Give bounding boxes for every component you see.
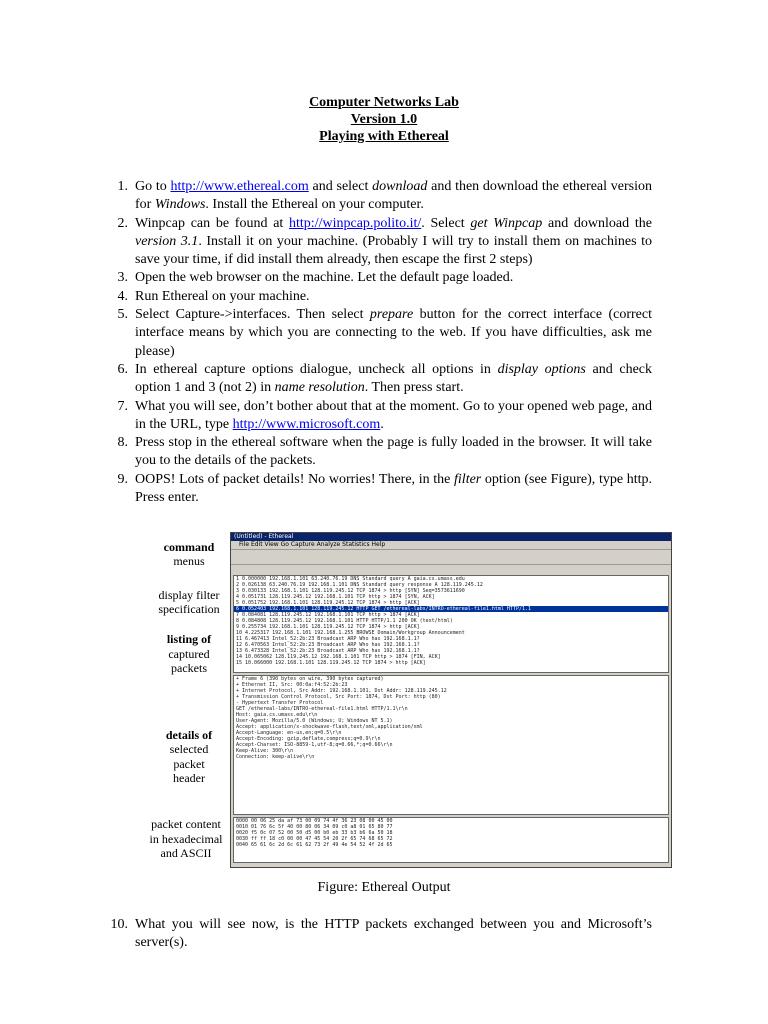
title-line-3: Playing with Ethereal	[319, 129, 449, 144]
instruction-list	[117, 178, 653, 507]
step-text: option (see Figure), type http. Press enter.	[135, 471, 652, 506]
step-text: Select Capture->interfaces. Then select	[135, 307, 370, 323]
step-text: What you will see now, is the HTTP packets exchanged between you and Microsoft’s server(s).	[135, 917, 652, 950]
detail-pane-row[interactable]: Accept-Language: en-us,en;q=0.5\r\n	[236, 730, 342, 736]
ethereal-window	[230, 532, 672, 868]
label-captured: captured	[168, 647, 210, 661]
step-text: button for the correct interface (correct interface means by which you are connecting to the web. If you have difficulties, ask me please)	[135, 307, 652, 359]
step-text: OOPS! Lots of packet details! No worries! There, in the	[135, 471, 455, 487]
step-2	[117, 215, 652, 270]
detail-pane-row[interactable]: + Transmission Control Protocol, Src Port: 1874, Dst Port: http (80)	[236, 694, 441, 700]
detail-pane-row[interactable]: GET /ethereal-labs/INTRO-ethereal-file1.html HTTP/1.1\r\n	[236, 706, 408, 712]
step-text: What you will see, don’t bother about that at the moment. Go to your opened web page, and in the URL, type	[135, 398, 652, 432]
step-text: and download the	[542, 215, 652, 231]
emphasis-text: display options	[497, 361, 586, 377]
packet-pane-row[interactable]: 13 6.473328 Intel_52:2b:23 Broadcast ARP Who has 192.168.1.1?	[236, 648, 420, 654]
step-text: . Select	[421, 215, 471, 231]
emphasis-text: Windows	[154, 197, 206, 213]
step-text: and check option 1 and 3 (not 2) in	[135, 361, 653, 396]
step-6	[117, 361, 653, 398]
figure-caption: Figure: Ethereal Output	[317, 880, 451, 895]
hex-pane-row[interactable]: 0010 01 76 6c 5f 40 00 80 06 34 09 c0 a8 01 65 80 77	[236, 824, 393, 830]
packet-pane-row[interactable]: 12 6.470563 Intel_52:2b:23 Broadcast ARP Who has 192.168.1.1?	[236, 642, 420, 648]
detail-pane-row[interactable]: + Internet Protocol, Src Addr: 192.168.1.101, Dst Addr: 128.119.245.12	[236, 688, 447, 694]
emphasis-text: name resolution	[274, 380, 365, 396]
packet-detail-pane	[233, 675, 669, 815]
detail-pane-row[interactable]: + Ethernet II, Src: 00:0a:f4:52:2b:23	[236, 682, 348, 688]
url-link[interactable]: http://www.ethereal.com	[170, 179, 309, 194]
packet-pane-row[interactable]: 8 0.084808 128.119.245.12 192.168.1.101 HTTP HTTP/1.1 200 OK (text/html)	[236, 618, 453, 624]
step-text: Press stop in the ethereal software when the page is fully loaded in the browser. It will take you to the details of the packets.	[135, 435, 652, 469]
step-number: 8.	[117, 435, 128, 451]
packet-pane-row[interactable]: 5 0.051752 192.168.1.101 128.119.245.12 TCP 1874 > http [ACK]	[236, 600, 420, 606]
step-4	[117, 288, 652, 306]
step-number: 7.	[117, 398, 128, 414]
label-selected: selected	[169, 742, 209, 756]
step-1	[117, 178, 652, 215]
label-and-ascii: and ASCII	[160, 846, 212, 860]
title-line-1: Computer Networks Lab	[309, 95, 459, 110]
document-title	[0, 94, 768, 145]
detail-pane-row[interactable]: + Frame 6 (390 bytes on wire, 390 bytes captured)	[236, 676, 384, 682]
step-number: 1.	[117, 179, 128, 194]
packet-pane-row[interactable]: 4 0.051731 128.119.245.12 192.168.1.101 TCP http > 1874 [SYN, ACK]	[236, 594, 435, 600]
packet-pane-row[interactable]: 15 10.066000 192.168.1.101 128.119.245.12 TCP 1874 > http [ACK]	[236, 660, 426, 666]
packet-pane-row[interactable]: 1 0.000000 192.168.1.101 63.240.76.19 DNS Standard query A gaia.cs.umass.edu	[236, 576, 465, 582]
filter-bar	[231, 565, 671, 575]
step-number: 9.	[117, 471, 128, 487]
ethereal-figure	[150, 532, 670, 872]
detail-pane-row[interactable]: Accept-Charset: ISO-8859-1,utf-8;q=0.66,*;q=0.66\r\n	[236, 742, 393, 748]
detail-pane-row[interactable]: Accept-Encoding: gzip,deflate,compress;q=0.9\r\n	[236, 736, 381, 742]
label-packets: packets	[171, 661, 207, 675]
step-text: . Install the Ethereal on your computer.	[205, 197, 424, 213]
label-packet-content: packet content	[151, 817, 221, 831]
packet-list-pane	[233, 575, 669, 673]
packet-pane-row[interactable]: 2 0.026138 63.240.76.19 192.168.1.101 DNS Standard query response A 128.119.245.12	[236, 582, 483, 588]
step-text: Open the web browser on the machine. Let the default page loaded.	[135, 270, 514, 286]
label-menus: menus	[173, 554, 205, 568]
label-command: command	[163, 540, 215, 554]
label-specification: specification	[158, 602, 220, 616]
packet-pane-row[interactable]: 3 0.030133 192.168.1.101 128.119.245.12 TCP 1874 > http [SYN] Seq=3573611690	[236, 588, 465, 594]
packet-pane-row[interactable]: 11 6.467413 Intel_52:2b:23 Broadcast ARP Who has 192.168.1.1?	[236, 636, 420, 642]
step-number: 3.	[117, 270, 128, 286]
step-number: 10.	[110, 917, 128, 932]
step-10	[110, 916, 652, 952]
label-in-hex: in hexadecimal	[149, 832, 223, 846]
detail-pane-row[interactable]: Connection: keep-alive\r\n	[236, 754, 315, 760]
packet-pane-row[interactable]: 10 4.225317 192.168.1.101 192.168.1.255 BROWSE Domain/Workgroup Announcement	[236, 630, 465, 636]
emphasis-text: filter	[454, 471, 482, 487]
label-header: header	[173, 771, 205, 785]
detail-pane-row[interactable]: User-Agent: Mozilla/5.0 (Windows; U; Windows NT 5.1)	[236, 718, 393, 724]
step-3	[117, 269, 652, 287]
step-7	[117, 398, 652, 435]
step-text: .	[380, 416, 384, 432]
detail-pane-row[interactable]: Keep-Alive: 300\r\n	[236, 748, 294, 754]
window-titlebar: (Untitled) - Ethereal	[231, 533, 671, 541]
packet-pane-row[interactable]: 14 10.065062 128.119.245.12 192.168.1.101 TCP http > 1874 [FIN, ACK]	[236, 654, 441, 660]
label-display-filter: display filter	[158, 588, 220, 602]
packet-hex-pane	[233, 817, 669, 863]
label-packet: packet	[173, 757, 205, 771]
label-listing-of: listing of	[166, 632, 212, 646]
step-text: . Then press start.	[364, 380, 464, 396]
packet-pane-row[interactable]: 9 0.255734 192.168.1.101 128.119.245.12 TCP 1874 > http [ACK]	[236, 624, 420, 630]
step-text: and then download the ethereal version for	[135, 179, 652, 213]
step-5	[117, 306, 652, 361]
step-9	[117, 471, 652, 508]
hex-pane-row[interactable]: 0030 ff ff 18 c0 00 00 47 45 54 20 2f 65 74 68 65 72	[236, 836, 393, 842]
emphasis-text: prepare	[369, 307, 414, 323]
hex-pane-row[interactable]: 0000 00 06 25 da af 73 00 09 74 4f 36 23 08 00 45 00	[236, 818, 393, 824]
step-text: In ethereal capture options dialogue, uncheck all options in	[135, 361, 498, 377]
title-line-2: Version 1.0	[350, 112, 418, 127]
packet-pane-row[interactable]: 6 0.052403 192.168.1.101 128.119.245.12 HTTP GET /ethereal-labs/INTRO-ethereal-file1.html HTTP/1.1	[234, 606, 668, 612]
emphasis-text: get Winpcap	[470, 215, 543, 231]
url-link[interactable]: http://winpcap.polito.it/	[289, 215, 422, 231]
step-number: 2.	[117, 215, 128, 231]
step-number: 4.	[117, 288, 128, 304]
emphasis-text: download	[372, 179, 428, 194]
step-8	[117, 434, 652, 471]
detail-pane-row[interactable]: - Hypertext Transfer Protocol	[236, 700, 324, 706]
step-text: Go to	[135, 179, 171, 194]
label-details-of: details of	[165, 728, 213, 742]
step-number: 6.	[117, 361, 128, 377]
emphasis-text: version 3.1	[135, 233, 199, 249]
packet-pane-row[interactable]: 7 0.084081 128.119.245.12 192.168.1.101 TCP http > 1874 [ACK]	[236, 612, 420, 618]
window-menubar: File Edit View Go Capture Analyze Statistics Help	[239, 541, 386, 548]
url-link[interactable]: http://www.microsoft.com	[232, 416, 381, 432]
detail-pane-row[interactable]: Host: gaia.cs.umass.edu\r\n	[236, 712, 318, 718]
step-text: Winpcap can be found at	[135, 215, 290, 231]
hex-pane-row[interactable]: 0040 65 61 6c 2d 6c 61 62 73 2f 49 4e 54 52 4f 2d 65	[236, 842, 393, 848]
step-text: and select	[308, 179, 373, 194]
step-number: 5.	[117, 307, 128, 323]
hex-pane-row[interactable]: 0020 f5 0c 07 52 00 50 d5 00 b0 eb 33 b3 b6 6a 50 18	[236, 830, 393, 836]
step-text: Run Ethereal on your machine.	[135, 288, 310, 304]
step-text: . Install it on your machine. (Probably I will try to install them on machines to save your time, if did install them already, then escape the first 2 steps)	[135, 233, 652, 268]
detail-pane-row[interactable]: Accept: application/x-shockwave-flash,text/xml,application/xml	[236, 724, 423, 730]
window-toolbar	[231, 549, 671, 565]
